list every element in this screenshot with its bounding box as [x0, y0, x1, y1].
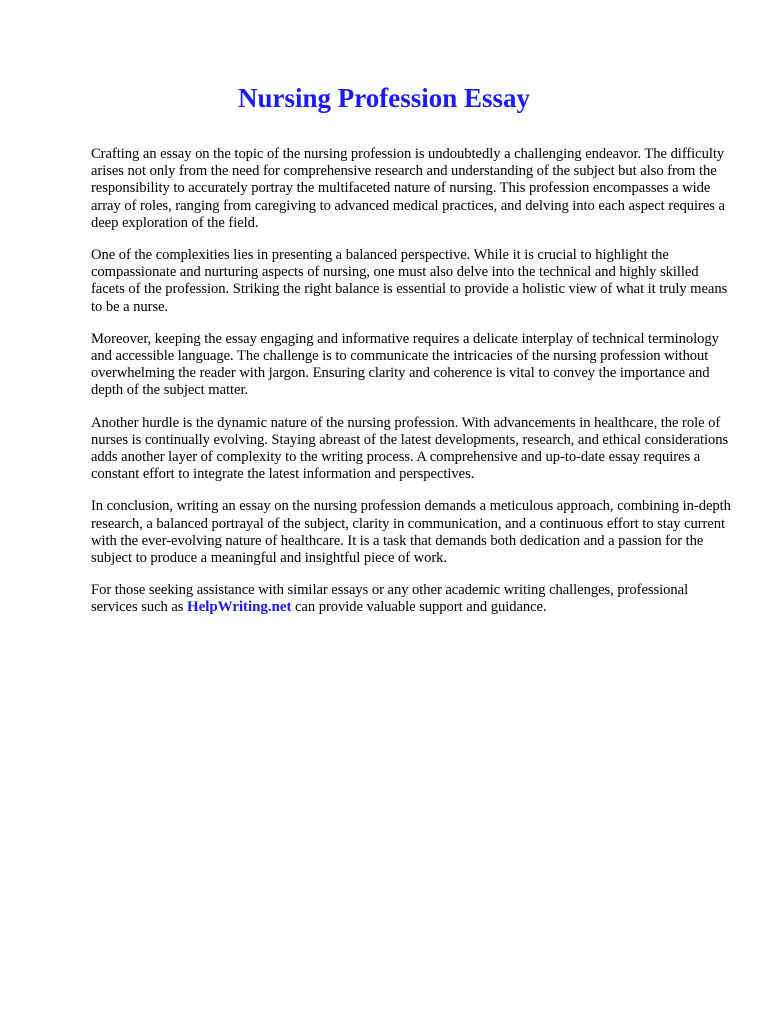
paragraph-2: One of the complexities lies in presenting a balanced perspective. While it is crucial to highlight the compassionate and nurturing aspects of nursing, one must also delve into the technical and highly skilled facets of the profession. Striking the right balance is essential to provide a holistic view of what it truly means to be a nurse. — [91, 247, 728, 315]
paragraph-1: Crafting an essay on the topic of the nursing profession is undoubtedly a challenging endeavor. The difficulty arises not only from the need for comprehensive research and understanding of the subject but also from the responsibility to accurately portray the multifaceted nature of nursing. This profession encompasses a wide array of roles, ranging from caregiving to advanced medical practices, and delving into each aspect requires a deep exploration of the field. — [91, 146, 725, 231]
paragraph-4: Another hurdle is the dynamic nature of the nursing profession. With advancements in healthcare, the role of nurses is continually evolving. Staying abreast of the latest developments, research, and ethical considerations adds another layer of complexity to the writing process. A comprehensive and up-to-date essay requires a constant effort to integrate the latest information and perspectives. — [91, 414, 729, 483]
helpwriting-link[interactable]: HelpWriting.net — [187, 599, 292, 616]
paragraph-3: Moreover, keeping the essay engaging and informative requires a delicate interplay of technical terminology and accessible language. The challenge is to communicate the intricacies of the nursing profession without overwhelming the reader with jargon. Ensuring clarity and coherence is vital to convey the importance and depth of the subject matter. — [91, 330, 719, 399]
page-title: Nursing Profession Essay — [237, 83, 531, 113]
closing-paragraph — [91, 582, 731, 616]
essay-body — [91, 146, 731, 632]
closing-text-before-link: For those seeking assistance with similar essays or any other academic writing challenges, professional services such as — [91, 582, 689, 616]
paragraph-5: In conclusion, writing an essay on the nursing profession demands a meticulous approach, combining in-depth research, a balanced portrayal of the subject, clarity in communication, and a continuous effort to stay current with the ever-evolving nature of healthcare. It is a task that demands both dedication and a passion for the subject to produce a meaningful and insightful piece of work. — [91, 498, 731, 567]
closing-text-after-link: can provide valuable support and guidance. — [291, 599, 547, 616]
